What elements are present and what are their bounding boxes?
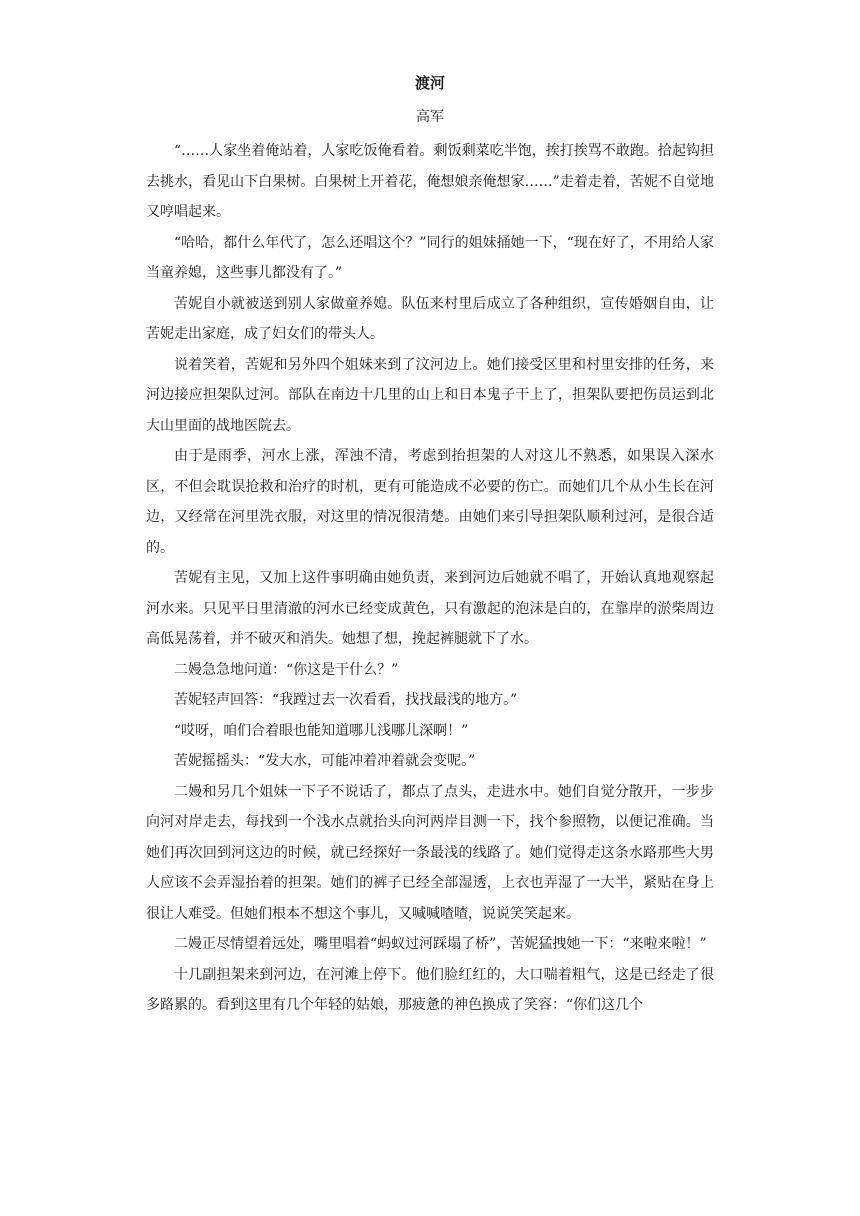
paragraph: 苦妮有主见，又加上这件事明确由她负责，来到河边后她就不唱了，开始认真地观察起河水来。只见平日里清澈的河水已经变成黄色，只有激起的泡沫是白的，在靠岸的淤柴周边高低晃荡着，并不破灭和消失。她想了想，挽起裤腿就下了水。	[146, 570, 714, 647]
paragraph: “……人家坐着俺站着，人家吃饭俺看着。剩饭剩菜吃半饱，挨打挨骂不敢跑。拾起钩担去挑水，看见山下白果树。白果树上开着花，俺想娘亲俺想家……”走着走着，苦妮不自觉地又哼唱起来。	[146, 143, 714, 220]
document-title: 渡河	[414, 74, 445, 92]
paragraph: 十几副担架来到河边，在河滩上停下。他们脸红红的，大口喘着粗气，这是已经走了很多路累的。看到这里有几个年轻的姑娘，那疲惫的神色换成了笑容：“你们这几个	[146, 966, 714, 1013]
paragraph: 苦妮自小就被送到别人家做童养媳。队伍来村里后成立了各种组织，宣传婚姻自由，让苦妮走出家庭，成了妇女们的带头人。	[146, 295, 714, 342]
paragraph: 二嫚和另几个姐妹一下子不说话了，都点了点头，走进水中。她们自觉分散开，一步步向河对岸走去，每找到一个浅水点就抬头向河两岸目测一下，找个参照物，以便记准确。当她们再次回到河这边的时候，就已经探好一条最浅的线路了。她们觉得走这条水路那些大男人应该不会弄湿抬着的担架。她们的裤子已经全部湿透，上衣也弄湿了一大半，紧贴在身上很让人难受。但她们根本不想这个事儿，又喊喊喳喳，说说笑笑起来。	[146, 783, 714, 922]
paragraph: 苦妮摇摇头：“发大水，可能冲着冲着就会变呢。”	[174, 753, 476, 769]
paragraph: 苦妮轻声回答：“我蹚过去一次看看，找找最浅的地方。”	[174, 692, 518, 708]
paragraph: “哈哈，都什么年代了，怎么还唱这个？”同行的姐妹捅她一下，“现在好了，不用给人家当童养媳，这些事儿都没有了。”	[146, 234, 714, 281]
paragraph: 二嫚急急地问道：“你这是干什么？”	[174, 661, 399, 678]
paragraph: 说着笑着，苦妮和另外四个姐妹来到了汶河边上。她们接受区里和村里安排的任务，来河边接应担架队过河。部队在南边十几里的山上和日本鬼子干上了，担架队要把伤员运到北大山里面的战地医院去。	[146, 356, 714, 434]
document-author: 高军	[416, 109, 444, 125]
paragraph: 由于是雨季，河水上涨，浑浊不清，考虑到抬担架的人对这儿不熟悉，如果误入深水区，不但会耽误抢救和治疗的时机，更有可能造成不必要的伤亡。而她们几个从小生长在河边，又经常在河里洗衣服，对这里的情况很清楚。由她们来引导担架队顺利过河，是很合适的。	[146, 448, 714, 556]
document-body	[146, 136, 714, 1021]
paragraph: 二嫚正尽情望着远处，嘴里唱着“蚂蚁过河踩塌了桥”，苦妮猛拽她一下：“来啦来啦！”	[174, 936, 707, 952]
paragraph: “哎呀，咱们合着眼也能知道哪儿浅哪儿深啊！”	[174, 722, 469, 739]
